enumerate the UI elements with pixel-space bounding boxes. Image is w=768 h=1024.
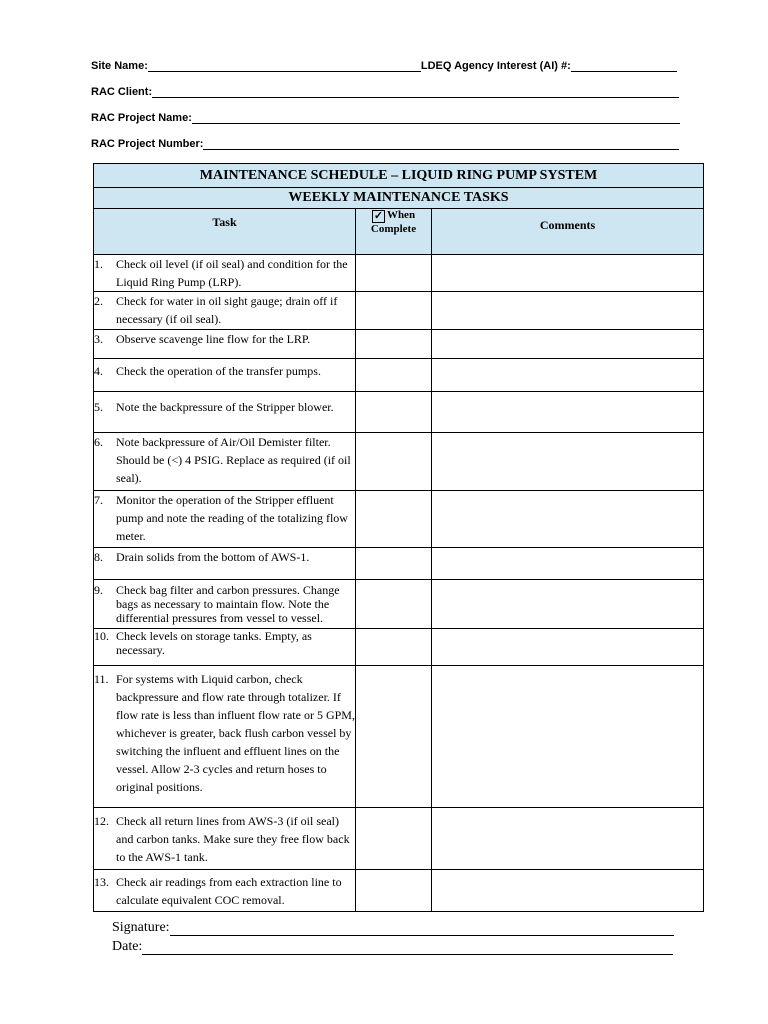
- maintenance-schedule-table: [93, 163, 704, 912]
- table-row: [94, 433, 704, 491]
- task-cell: [94, 392, 356, 433]
- comments-cell[interactable]: [432, 330, 704, 359]
- when-label: When: [386, 209, 416, 221]
- comments-cell[interactable]: [432, 491, 704, 548]
- task-number: 10.: [94, 629, 109, 643]
- site-name-row: [91, 56, 677, 72]
- task-number: 2.: [94, 294, 103, 308]
- rac-client-field[interactable]: [152, 84, 679, 98]
- task-column-header: Task: [94, 209, 356, 255]
- rac-project-number-row: [91, 134, 679, 150]
- agency-interest-label: LDEQ Agency Interest (AI) #:: [420, 60, 571, 72]
- task-text: Note backpressure of Air/Oil Demister filter. Should be (<) 4 PSIG. Replace as required (if oil seal).: [116, 435, 351, 485]
- table-row: [94, 548, 704, 580]
- task-cell: [94, 870, 356, 912]
- site-name-label: Site Name:: [91, 60, 148, 72]
- rac-project-name-row: [91, 108, 680, 124]
- task-number: 1.: [94, 257, 103, 271]
- table-row: [94, 255, 704, 292]
- task-cell: [94, 580, 356, 629]
- task-text: Check bag filter and carbon pressures. Change bags as necessary to maintain flow. Note the differential pressures from vessel to vessel.: [116, 583, 340, 625]
- date-field[interactable]: [142, 940, 673, 955]
- date-row: [112, 937, 673, 955]
- task-text: Check air readings from each extraction line to calculate equivalent COC removal.: [116, 875, 342, 907]
- task-number: 3.: [94, 332, 103, 346]
- task-cell: [94, 255, 356, 292]
- rac-project-number-label: RAC Project Number:: [91, 138, 204, 150]
- task-cell: [94, 359, 356, 392]
- table-row: [94, 359, 704, 392]
- table-row: [94, 580, 704, 629]
- task-number: 12.: [94, 814, 109, 828]
- table-row: [94, 666, 704, 808]
- table-row: [94, 870, 704, 912]
- table-row: [94, 629, 704, 666]
- table-row: [94, 491, 704, 548]
- task-cell: [94, 808, 356, 870]
- when-complete-cell[interactable]: [356, 255, 432, 292]
- site-name-field[interactable]: [148, 58, 421, 72]
- comments-cell[interactable]: [432, 255, 704, 292]
- comments-cell[interactable]: [432, 433, 704, 491]
- table-title: MAINTENANCE SCHEDULE – LIQUID RING PUMP SYSTEM: [94, 164, 704, 188]
- when-complete-cell[interactable]: [356, 359, 432, 392]
- table-row: [94, 330, 704, 359]
- task-number: 8.: [94, 550, 103, 564]
- task-number: 7.: [94, 493, 103, 507]
- when-complete-cell[interactable]: [356, 491, 432, 548]
- task-text: Check oil level (if oil seal) and condition for the Liquid Ring Pump (LRP).: [116, 257, 348, 289]
- table-row: [94, 292, 704, 330]
- when-complete-cell[interactable]: [356, 629, 432, 666]
- when-complete-cell[interactable]: [356, 808, 432, 870]
- task-text: Check the operation of the transfer pumps.: [116, 364, 321, 378]
- task-number: 6.: [94, 435, 103, 449]
- when-complete-cell[interactable]: [356, 666, 432, 808]
- when-complete-cell[interactable]: [356, 580, 432, 629]
- comments-cell[interactable]: [432, 392, 704, 433]
- table-row: [94, 392, 704, 433]
- when-complete-column-header: [356, 209, 432, 255]
- comments-cell[interactable]: [432, 548, 704, 580]
- comments-cell[interactable]: [432, 580, 704, 629]
- when-complete-cell[interactable]: [356, 433, 432, 491]
- task-text: Monitor the operation of the Stripper effluent pump and note the reading of the totalizing flow meter.: [116, 493, 348, 543]
- task-number: 13.: [94, 875, 109, 889]
- task-text: Check levels on storage tanks. Empty, as necessary.: [116, 629, 312, 657]
- date-label: Date:: [112, 939, 143, 954]
- rac-client-label: RAC Client:: [91, 86, 153, 98]
- task-text: Drain solids from the bottom of AWS-1.: [116, 550, 310, 564]
- when-complete-cell[interactable]: [356, 330, 432, 359]
- task-text: Observe scavenge line flow for the LRP.: [116, 332, 311, 346]
- comments-column-header: Comments: [432, 209, 704, 255]
- comments-cell[interactable]: [432, 292, 704, 330]
- task-cell: [94, 666, 356, 808]
- agency-interest-field[interactable]: [571, 58, 677, 72]
- signature-field[interactable]: [170, 921, 674, 936]
- rac-project-name-label: RAC Project Name:: [91, 112, 192, 124]
- rac-project-number-field[interactable]: [203, 136, 679, 150]
- task-number: 11.: [94, 672, 109, 686]
- when-complete-cell[interactable]: [356, 392, 432, 433]
- task-cell: [94, 491, 356, 548]
- comments-cell[interactable]: [432, 666, 704, 808]
- task-text: For systems with Liquid carbon, check backpressure and flow rate through totalizer. If flow rate is less than influent flow rate or 5 GPM, whichever is greater, back flush carbon vessel by switching the influent and effluent lines on the vessel. Allow 2-3 cycles and return hoses to original positions.: [116, 672, 355, 794]
- task-cell: [94, 629, 356, 666]
- task-cell: [94, 433, 356, 491]
- comments-cell[interactable]: [432, 359, 704, 392]
- task-number: 5.: [94, 400, 103, 414]
- task-cell: [94, 548, 356, 580]
- table-row: [94, 808, 704, 870]
- table-subtitle: WEEKLY MAINTENANCE TASKS: [94, 188, 704, 209]
- signature-row: [112, 918, 674, 936]
- signature-label: Signature:: [112, 920, 170, 935]
- task-text: Note the backpressure of the Stripper blower.: [116, 400, 334, 414]
- comments-cell[interactable]: [432, 808, 704, 870]
- checkbox-checked-icon: ✓: [373, 210, 384, 222]
- rac-project-name-field[interactable]: [192, 110, 680, 124]
- task-text: Check for water in oil sight gauge; drain off if necessary (if oil seal).: [116, 294, 338, 326]
- task-cell: [94, 292, 356, 330]
- comments-cell[interactable]: [432, 629, 704, 666]
- task-number: 4.: [94, 364, 103, 378]
- task-text: Check all return lines from AWS-3 (if oil seal) and carbon tanks. Make sure they free flow back to the AWS-1 tank.: [116, 814, 350, 864]
- task-cell: [94, 330, 356, 359]
- rac-client-row: [91, 82, 679, 98]
- task-number: 9.: [94, 583, 103, 597]
- complete-label: Complete: [370, 223, 417, 235]
- when-complete-cell[interactable]: [356, 870, 432, 912]
- comments-cell[interactable]: [432, 870, 704, 912]
- when-complete-cell[interactable]: [356, 548, 432, 580]
- when-complete-cell[interactable]: [356, 292, 432, 330]
